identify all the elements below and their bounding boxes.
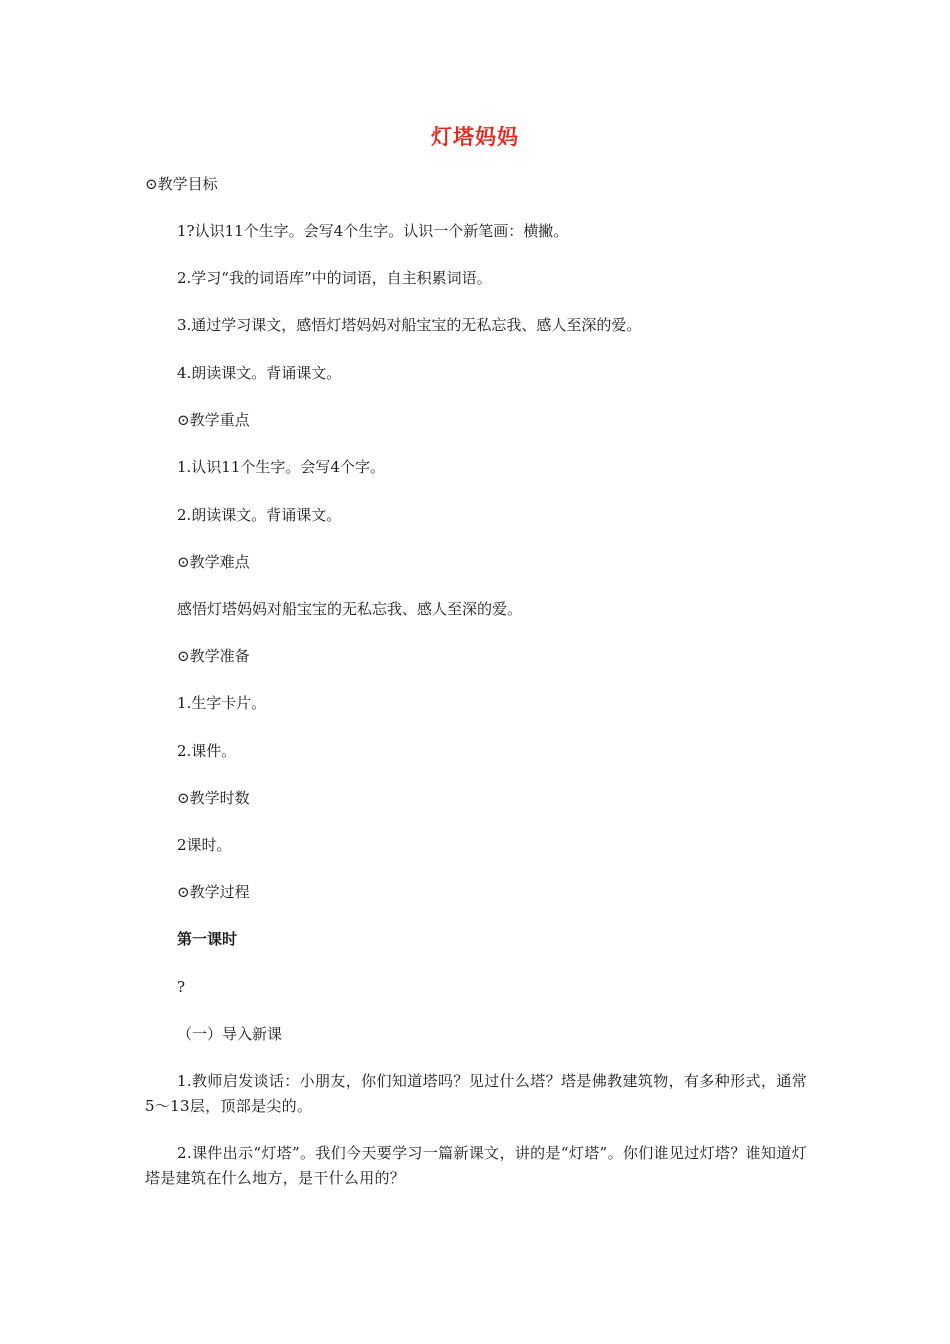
- preparation-item: 1.生字卡片。: [177, 694, 267, 712]
- difficulty-text: 感悟灯塔妈妈对船宝宝的无私忘我、感人至深的爱。: [177, 600, 523, 618]
- objective-item: 3.通过学习课文，感悟灯塔妈妈对船宝宝的无私忘我、感人至深的爱。: [177, 316, 642, 334]
- question-mark-text: ?: [177, 978, 186, 996]
- preparation-item: 2.课件。: [177, 742, 237, 760]
- difficulty-heading: ⊙教学难点: [177, 553, 250, 571]
- hours-heading: ⊙教学时数: [177, 789, 250, 807]
- key-point-item: 2.朗读课文。背诵课文。: [177, 506, 342, 524]
- document-title: 灯塔妈妈: [431, 125, 519, 149]
- hours-text: 2课时。: [177, 836, 232, 854]
- process-heading: ⊙教学过程: [177, 883, 250, 901]
- paragraph-two: 2.课件出示“灯塔”。我们今天要学习一篇新课文，讲的是“灯塔”。你们谁见过灯塔？谁知道灯塔是建筑在什么地方，是干什么用的？: [145, 1144, 807, 1187]
- objective-item: 2.学习“我的词语库”中的词语，自主积累词语。: [177, 269, 492, 287]
- section-one-heading: （一）导入新课: [177, 1025, 283, 1043]
- objective-item: 1?认识11个生字。会写4个生字。认识一个新笔画：横撇。: [177, 222, 569, 240]
- objective-item: 4.朗读课文。背诵课文。: [177, 364, 342, 382]
- lesson-one-heading: 第一课时: [177, 930, 238, 948]
- objectives-heading: ⊙教学目标: [145, 175, 218, 193]
- key-point-item: 1.认识11个生字。会写4个字。: [177, 458, 385, 476]
- paragraph-one: 1.教师启发谈话：小朋友，你们知道塔吗？见过什么塔？塔是佛教建筑物，有多种形式，通常5～13层，顶部是尖的。: [145, 1072, 807, 1115]
- key-points-heading: ⊙教学重点: [177, 411, 250, 429]
- preparation-heading: ⊙教学准备: [177, 647, 250, 665]
